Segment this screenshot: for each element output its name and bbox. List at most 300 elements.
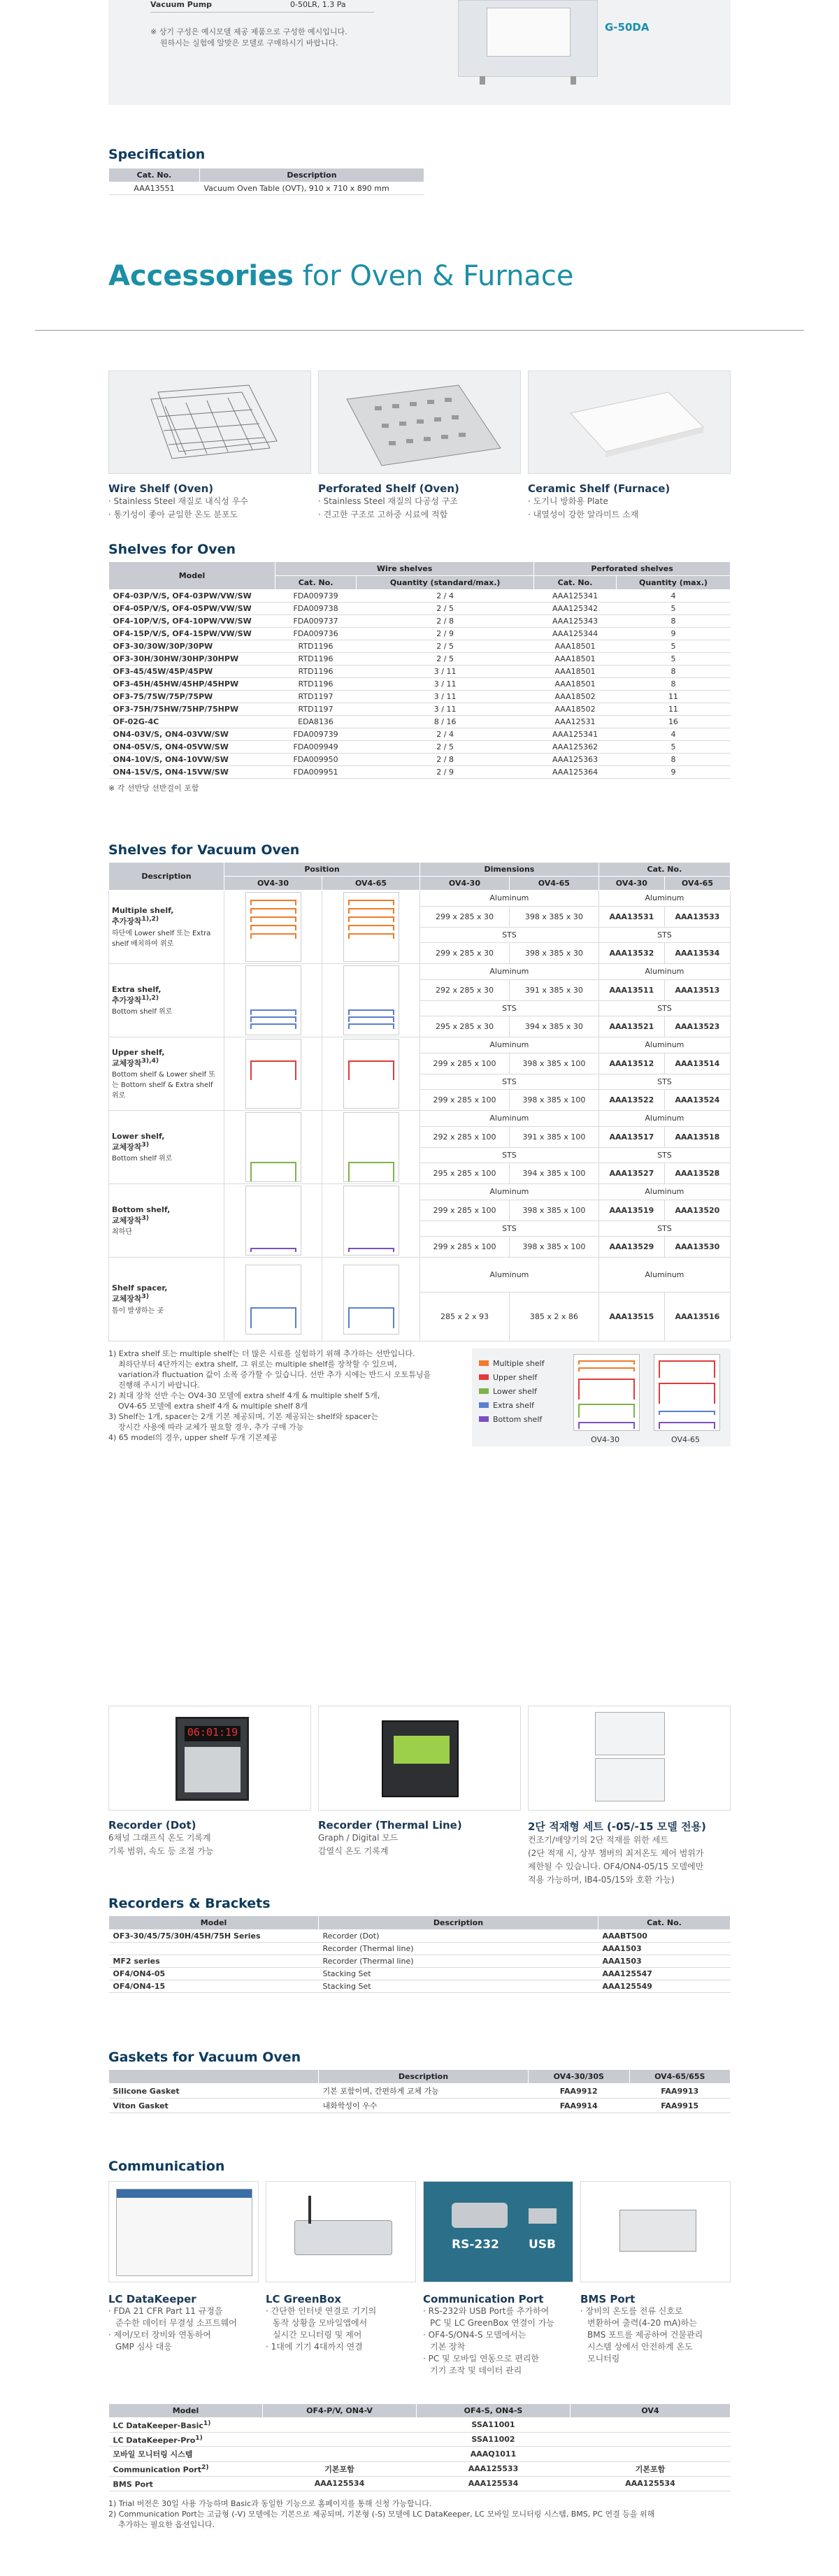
header-ov465: OV4-65 — [322, 877, 420, 891]
table-row — [109, 1955, 731, 1968]
header-desc: Description — [109, 863, 224, 891]
table-cell: FAA9913 — [629, 2084, 731, 2099]
table-cell: OF4-03P/V/S, OF4-03PW/VW/SW — [109, 590, 275, 603]
header-ov4: OV4 — [571, 2404, 731, 2418]
table-cell: ON4-03V/S, ON4-03VW/SW — [109, 728, 275, 741]
accessories-title-bold: Accessories — [108, 260, 294, 292]
top-note-2: 원하시는 실험에 알맞은 모델로 구매하시기 바랍니다. — [160, 38, 338, 48]
table-cell: AAA12531 — [534, 716, 617, 728]
table-row — [109, 603, 731, 615]
table-cell: 391 x 385 x 30 — [509, 979, 598, 1000]
table-row — [109, 1968, 731, 1980]
shelf-position-diagram — [245, 892, 301, 962]
legend-label: Extra shelf — [493, 1401, 534, 1410]
table-cell: 2 / 8 — [357, 754, 534, 766]
table-cell: RTD1196 — [275, 678, 357, 691]
sts-label: STS — [598, 1221, 730, 1237]
shelf-description — [109, 1111, 224, 1184]
legend-label: Bottom shelf — [493, 1415, 543, 1424]
table-cell: 299 x 285 x 30 — [420, 906, 510, 927]
model-name: 모바일 모니터링 시스템 — [113, 2449, 193, 2459]
shelf-bar — [250, 1016, 296, 1022]
table-cell: 394 x 385 x 30 — [509, 1016, 598, 1037]
table-cell: AAA13529 — [598, 1237, 664, 1258]
shelf-bar — [348, 908, 394, 914]
table-cell: OF3-75/75W/75P/75PW — [109, 691, 275, 703]
table-cell: OF4-10P/V/S, OF4-10PW/VW/SW — [109, 615, 275, 628]
recorder-thermal-image — [318, 1706, 521, 1811]
comm-table-section — [108, 2403, 731, 2530]
shelf-position-diagram — [245, 1039, 301, 1109]
perforated-shelf-image — [318, 370, 521, 474]
recorder-cards — [108, 1706, 731, 1885]
table-cell: ON4-05V/S, ON4-05VW/SW — [109, 741, 275, 754]
legend — [479, 1357, 545, 1427]
position-ov465 — [322, 1184, 420, 1258]
table-cell: SSA11002 — [417, 2432, 571, 2447]
table-cell: 299 x 285 x 100 — [420, 1090, 510, 1111]
card-line: · 내열성이 강한 알라미트 소재 — [528, 510, 639, 519]
header-ofs: OF4-S, ON4-S — [417, 2404, 571, 2418]
position-ov465 — [322, 1258, 420, 1341]
header-cat-ov465: OV4-65 — [664, 877, 730, 891]
shelf-bar — [348, 916, 394, 922]
position-ov430 — [224, 1037, 322, 1111]
footnote: 추가하는 필요한 옵션입니다. — [118, 2519, 215, 2529]
header-cat: Cat. No. — [598, 1916, 731, 1930]
position-ov430 — [224, 1184, 322, 1258]
table-cell: FAA9914 — [529, 2099, 630, 2113]
table-row — [109, 1980, 731, 1993]
shelf-cards — [108, 370, 731, 524]
top-note — [150, 27, 347, 49]
vacuum-notes-area — [108, 1348, 731, 1488]
shelf-position-diagram — [343, 1265, 399, 1334]
sts-label: STS — [420, 1147, 599, 1163]
table-cell: RTD1196 — [275, 653, 357, 665]
footnote: 최하단부터 4단까지는 extra shelf, 그 위로는 multiple shelf를 장착할 수 있으며, — [118, 1360, 397, 1369]
recorders-title: Recorders & Brackets — [108, 1896, 271, 1911]
table-cell: FDA009950 — [275, 754, 357, 766]
gaskets-title: Gaskets for Vacuum Oven — [108, 2050, 301, 2065]
table-cell: 9 — [616, 766, 730, 779]
shelf-sup: 3) — [141, 1293, 150, 1301]
shelf-bar — [348, 900, 394, 905]
shelf-mount-text: 추가장착 — [112, 916, 142, 926]
table-cell: 8 / 16 — [357, 716, 534, 728]
top-note-1: ※ 상기 구성은 예시모델 제공 제품으로 구성한 예시입니다. — [150, 27, 347, 36]
table-row — [109, 691, 731, 703]
table-cell: 11 — [616, 703, 730, 716]
shelf-bar — [348, 1248, 394, 1252]
table-cell: AAA13522 — [598, 1090, 664, 1111]
card-title: 2단 적재형 세트 (-05/-15 모델 전용) — [528, 1820, 706, 1833]
table-row — [109, 1258, 731, 1293]
table-cell: 기본포함 — [571, 2461, 731, 2476]
table-cell: OF3-45H/45HW/45HP/45HPW — [109, 678, 275, 691]
card-line: 시스템 상에서 안전하게 온도 — [587, 2342, 693, 2352]
table-cell — [109, 2418, 263, 2433]
vacuum-pump-label: Vacuum Pump — [150, 0, 213, 9]
table-cell: 2 / 5 — [357, 741, 534, 754]
sts-label: STS — [420, 1074, 599, 1090]
table-cell — [571, 2432, 731, 2447]
stacking-set-image — [528, 1706, 731, 1811]
header-ofp: OF4-P/V, ON4-V — [263, 2404, 417, 2418]
table-cell: AAA13534 — [664, 943, 730, 964]
table-cell: AAA125549 — [598, 1980, 731, 1993]
table-cell: 4 — [616, 590, 730, 603]
shelf-bar — [348, 1009, 394, 1015]
table-row — [109, 2432, 731, 2447]
vacuum-shelves-section — [108, 842, 731, 1488]
table-cell: OF4-15P/V/S, OF4-15PW/VW/SW — [109, 628, 275, 640]
model-name: BMS Port — [113, 2480, 153, 2489]
table-cell: OF3-30/30W/30P/30PW — [109, 640, 275, 653]
table-cell — [109, 1943, 319, 1955]
table-row — [109, 628, 731, 640]
card-line: 기록 범위, 속도 등 조절 가능 — [108, 1846, 214, 1856]
position-ov465 — [322, 1111, 420, 1184]
shelf-description — [109, 891, 224, 964]
table-cell: 3 / 11 — [357, 691, 534, 703]
table-cell: 2 / 9 — [357, 766, 534, 779]
table-cell: 2 / 5 — [357, 653, 534, 665]
table-cell: 398 x 385 x 100 — [509, 1053, 598, 1074]
table-cell: FDA009739 — [275, 590, 357, 603]
sts-label: STS — [598, 1074, 730, 1090]
table-cell: Stacking Set — [319, 1980, 598, 1993]
table-cell: OF3-30/45/75/30H/45H/75H Series — [109, 1930, 319, 1943]
table-cell: 285 x 2 x 93 — [420, 1293, 510, 1341]
table-cell: AAA125341 — [534, 590, 617, 603]
table-cell: AAAQ1011 — [417, 2447, 571, 2462]
table-row — [109, 1037, 731, 1053]
table-cell: 398 x 385 x 30 — [509, 906, 598, 927]
table-row — [109, 2084, 731, 2099]
ceramic-shelf-image — [528, 370, 731, 474]
card-line: · 1대에 기기 4대까지 연결 — [266, 2342, 363, 2352]
card-line: 적용 가능하며, IB4-05/15와 호환 가능) — [528, 1875, 675, 1885]
shelf-desc: 하단에 Lower shelf 또는 Extra shelf 배치하여 위로 — [112, 929, 211, 948]
aluminum-label: Aluminum — [598, 1258, 730, 1293]
table-cell: EDA8136 — [275, 716, 357, 728]
table-cell — [109, 2461, 263, 2476]
header-position: Position — [224, 863, 420, 877]
sts-label: STS — [598, 1147, 730, 1163]
vacuum-shelves-table — [108, 862, 731, 1341]
shelf-sup: 1),2) — [141, 993, 159, 1002]
card-title: LC DataKeeper — [108, 2293, 196, 2305]
legend-item — [479, 1357, 545, 1371]
header-wire: Wire shelves — [275, 562, 534, 576]
spacer-bar — [348, 1307, 394, 1328]
card-line: · FDA 21 CFR Part 11 규정을 — [108, 2306, 223, 2316]
vacuum-shelves-title: Shelves for Vacuum Oven — [108, 842, 300, 858]
table-cell — [109, 2476, 263, 2491]
legend-swatch — [479, 1402, 489, 1408]
gaskets-section — [108, 2050, 731, 2113]
header-cat2: Cat. No. — [534, 576, 617, 590]
table-cell: 3 / 11 — [357, 703, 534, 716]
table-cell: AAA125363 — [534, 754, 617, 766]
table-cell: 2 / 4 — [357, 590, 534, 603]
table-row — [109, 2461, 731, 2476]
footnote: 1) Extra shelf 또는 multiple shelf는 더 많은 시료를 실험하기 위해 추가하는 선반입니다. — [108, 1349, 415, 1358]
wire-shelf-icon — [109, 371, 312, 475]
header-desc: Description — [319, 1916, 598, 1930]
card-line: BMS 포트를 제공하여 건물관리 — [587, 2330, 703, 2340]
table-cell: AAABT500 — [598, 1930, 731, 1943]
table-cell: AAA18501 — [534, 678, 617, 691]
shelf-name: Shelf spacer, — [112, 1283, 168, 1293]
accessories-title-rest: for Oven & Furnace — [293, 260, 574, 292]
aluminum-label: Aluminum — [420, 1258, 599, 1293]
table-row — [109, 716, 731, 728]
shelf-desc: Bottom shelf & Lower shelf 또는 Bottom shelf & Extra shelf 위로 — [112, 1071, 215, 1100]
card-line: 컨조기/배양기의 2단 적재를 위한 세트 — [528, 1835, 668, 1845]
shelf-desc: 최하단 — [112, 1228, 132, 1237]
card-line: · Stainless Steel 재질로 내식성 우수 — [108, 496, 248, 506]
footnote: 장시간 사용에 따라 교체가 필요할 경우, 추가 구매 가능 — [118, 1423, 304, 1432]
footnote: 2) Communication Port는 고급형 (-V) 모델에는 기본으로 제공되며, 기본형 (-S) 모델에 LC DataKeeper, LC 모바일 모니터링 시스템, BMS, PC 연결 등을 위해 — [108, 2509, 655, 2519]
table-cell: AAA13511 — [598, 979, 664, 1000]
legend-swatch — [479, 1416, 489, 1422]
table-cell: FAA9915 — [629, 2099, 731, 2113]
shelf-sup: 1),2) — [141, 915, 159, 923]
comm-table — [108, 2403, 731, 2491]
header-dimensions: Dimensions — [420, 863, 599, 877]
vacuum-pump-row — [150, 0, 374, 13]
table-cell: 11 — [616, 691, 730, 703]
table-cell: FDA009736 — [275, 628, 357, 640]
table-row — [109, 891, 731, 907]
greenbox-image — [266, 2181, 416, 2282]
legend-label: Lower shelf — [493, 1387, 537, 1396]
usb-label: USB — [529, 2238, 557, 2252]
position-ov465 — [322, 1037, 420, 1111]
card-wire — [108, 482, 311, 521]
table-cell: 295 x 285 x 100 — [420, 1163, 510, 1184]
oven-illustration — [458, 0, 598, 77]
aluminum-label: Aluminum — [598, 1184, 730, 1200]
shelf-position-diagram — [343, 965, 399, 1035]
card-line: · 통기성이 좋아 균일한 온도 분포도 — [108, 510, 238, 519]
card-line: 실시간 모니터링 및 제어 — [273, 2330, 362, 2340]
card-stacking-set — [528, 1819, 731, 1887]
sts-label: STS — [420, 1000, 599, 1016]
table-cell: 8 — [616, 665, 730, 678]
table-row — [109, 2099, 731, 2113]
shelves-oven-note: ※ 각 선반당 선반걸이 포함 — [108, 784, 199, 793]
table-cell: AAA13516 — [664, 1293, 730, 1341]
header-cat: Cat. No. — [275, 576, 357, 590]
shelf-bar — [348, 933, 394, 939]
header-perf: Perforated shelves — [534, 562, 731, 576]
table-cell: AAA13517 — [598, 1126, 664, 1147]
shelf-description — [109, 964, 224, 1037]
table-cell — [263, 2418, 417, 2433]
table-cell: 299 x 285 x 100 — [420, 1237, 510, 1258]
legend-item — [479, 1371, 545, 1385]
legend-label: Upper shelf — [493, 1373, 538, 1382]
wire-shelf-image — [108, 370, 311, 474]
table-cell: AAA13530 — [664, 1237, 730, 1258]
card-line: 동작 상황을 모바일앱에서 — [273, 2318, 368, 2328]
shelf-bar — [250, 1023, 296, 1029]
divider — [35, 330, 804, 331]
table-cell: 394 x 385 x 100 — [509, 1163, 598, 1184]
table-cell: AAA125534 — [571, 2476, 731, 2491]
header-qty-max: Quantity (max.) — [616, 576, 730, 590]
header-model: Model — [109, 2404, 263, 2418]
table-cell: AAA18501 — [534, 653, 617, 665]
shelf-bar — [250, 1162, 296, 1181]
comm-card — [266, 2293, 416, 2353]
table-cell: AAA13531 — [598, 906, 664, 927]
shelf-description — [109, 1184, 224, 1258]
comm-notes — [108, 2498, 731, 2530]
spec-cat: AAA13551 — [109, 182, 200, 195]
table-cell: RTD1197 — [275, 703, 357, 716]
card-recorder-thermal — [318, 1819, 521, 1858]
table-cell: 295 x 285 x 30 — [420, 1016, 510, 1037]
table-cell: FDA009949 — [275, 741, 357, 754]
model-sup: 2) — [201, 2463, 209, 2472]
header-dim-ov465: OV4-65 — [509, 877, 598, 891]
table-cell: 3 / 11 — [357, 678, 534, 691]
table-cell: 16 — [616, 716, 730, 728]
table-cell: Silicone Gasket — [109, 2084, 319, 2099]
model-name: LC DataKeeper-Pro — [113, 2435, 196, 2445]
card-line: 기기 조작 및 데이터 관리 — [430, 2366, 522, 2375]
shelf-description — [109, 1037, 224, 1111]
table-cell: AAA13527 — [598, 1163, 664, 1184]
model-name: LC DataKeeper-Basic — [113, 2421, 203, 2431]
card-line: · 도기니 방화용 Plate — [528, 496, 608, 506]
shelf-position-diagram — [343, 1186, 399, 1255]
table-cell: AAA125343 — [534, 615, 617, 628]
table-cell: AAA13523 — [664, 1016, 730, 1037]
table-cell: 9 — [616, 628, 730, 640]
table-cell: 5 — [616, 653, 730, 665]
sts-label: STS — [598, 1000, 730, 1016]
position-ov465 — [322, 891, 420, 964]
bms-port-image — [580, 2181, 731, 2282]
table-cell: FDA009951 — [275, 766, 357, 779]
aluminum-label: Aluminum — [420, 964, 599, 980]
shelf-mount-text: 교체장착 — [112, 1216, 142, 1225]
card-line: · 간단한 인터넷 연결로 기기의 — [266, 2306, 377, 2316]
table-cell: FDA009739 — [275, 728, 357, 741]
table-row — [109, 182, 424, 195]
table-cell: 2 / 5 — [357, 603, 534, 615]
spec-title: Specification — [108, 147, 206, 162]
card-line: 기본 장착 — [430, 2342, 466, 2352]
spec-header-cat: Cat. No. — [109, 168, 200, 182]
table-cell: 기본포함 — [263, 2461, 417, 2476]
header-cat: Cat. No. — [598, 863, 730, 877]
table-cell: RTD1196 — [275, 665, 357, 678]
card-title: BMS Port — [580, 2293, 636, 2305]
table-cell: 391 x 385 x 100 — [509, 1126, 598, 1147]
recorders-section — [108, 1896, 731, 1993]
shelf-bar — [250, 916, 296, 922]
table-cell: AAA13524 — [664, 1090, 730, 1111]
sts-label: STS — [420, 927, 599, 943]
legend-label: Multiple shelf — [493, 1359, 545, 1368]
comm-card — [423, 2293, 573, 2377]
top-product-box — [108, 0, 731, 105]
spec-table — [108, 168, 424, 195]
legend-item — [479, 1399, 545, 1413]
shelves-oven-section — [108, 542, 731, 793]
card-line: GMP 심사 대응 — [115, 2342, 172, 2352]
card-line: 모니터링 — [587, 2354, 620, 2363]
shelf-description — [109, 1258, 224, 1341]
card-line: · OF4-S/ON4-S 모델에서는 — [423, 2330, 526, 2340]
table-row — [109, 2447, 731, 2462]
table-cell: 기본 포함이며, 간편하게 교체 가능 — [319, 2084, 529, 2099]
table-cell: AAA18501 — [534, 640, 617, 653]
shelf-name: Bottom shelf, — [112, 1204, 171, 1214]
recorders-table — [108, 1915, 731, 1993]
shelves-oven-title: Shelves for Oven — [108, 542, 236, 557]
shelf-name: Lower shelf, — [112, 1131, 165, 1141]
legend-ov430-diagram — [573, 1354, 640, 1431]
card-line: · Stainless Steel 재질의 다공성 구조 — [318, 496, 458, 506]
table-row — [109, 1184, 731, 1200]
shelf-position-diagram — [245, 1186, 301, 1255]
table-row — [109, 741, 731, 754]
table-cell: Recorder (Dot) — [319, 1930, 598, 1943]
table-row — [109, 1943, 731, 1955]
card-title: LC GreenBox — [266, 2293, 341, 2305]
table-cell: OF3-75H/75HW/75HP/75HPW — [109, 703, 275, 716]
card-recorder-dot — [108, 1819, 311, 1858]
header-ov465: OV4-65/65S — [629, 2070, 731, 2084]
recorder-screen: 06:01:19 — [185, 1726, 241, 1741]
table-cell: 3 / 11 — [357, 665, 534, 678]
aluminum-label: Aluminum — [420, 1184, 599, 1200]
header-dim-ov430: OV4-30 — [420, 877, 510, 891]
position-ov465 — [322, 964, 420, 1037]
perforated-shelf-icon — [319, 371, 522, 475]
shelf-sup: 3),4) — [141, 1056, 159, 1065]
footnote: 1) Trial 버전은 30일 사용 가능하며 Basic과 동일한 기능으로 홈페이지를 통해 신청 가능합니다. — [108, 2498, 432, 2508]
card-line: PC 및 LC GreenBox 연결이 가능 — [430, 2318, 554, 2328]
legend-swatch — [479, 1360, 489, 1366]
header-model: Model — [109, 562, 275, 590]
shelf-bar — [250, 1009, 296, 1015]
table-cell: AAA13514 — [664, 1053, 730, 1074]
position-ov430 — [224, 1258, 322, 1341]
card-line: · 장비의 온도를 전류 신호로 — [580, 2306, 683, 2316]
table-cell: 2 / 5 — [357, 640, 534, 653]
model-sup: 1) — [195, 2433, 203, 2442]
recorder-thermal-device — [382, 1720, 459, 1797]
table-cell: 8 — [616, 615, 730, 628]
table-cell: Stacking Set — [319, 1968, 598, 1980]
shelf-bar — [250, 908, 296, 914]
header-cat-ov430: OV4-30 — [598, 877, 664, 891]
comm-card — [108, 2293, 259, 2353]
shelf-desc: 틈이 발생하는 곳 — [112, 1307, 164, 1315]
table-cell: AAA18501 — [534, 665, 617, 678]
table-cell: 4 — [616, 728, 730, 741]
shelf-sup: 3) — [141, 1214, 150, 1222]
card-line: · PC 및 모바일 연동으로 편리한 — [423, 2354, 540, 2363]
